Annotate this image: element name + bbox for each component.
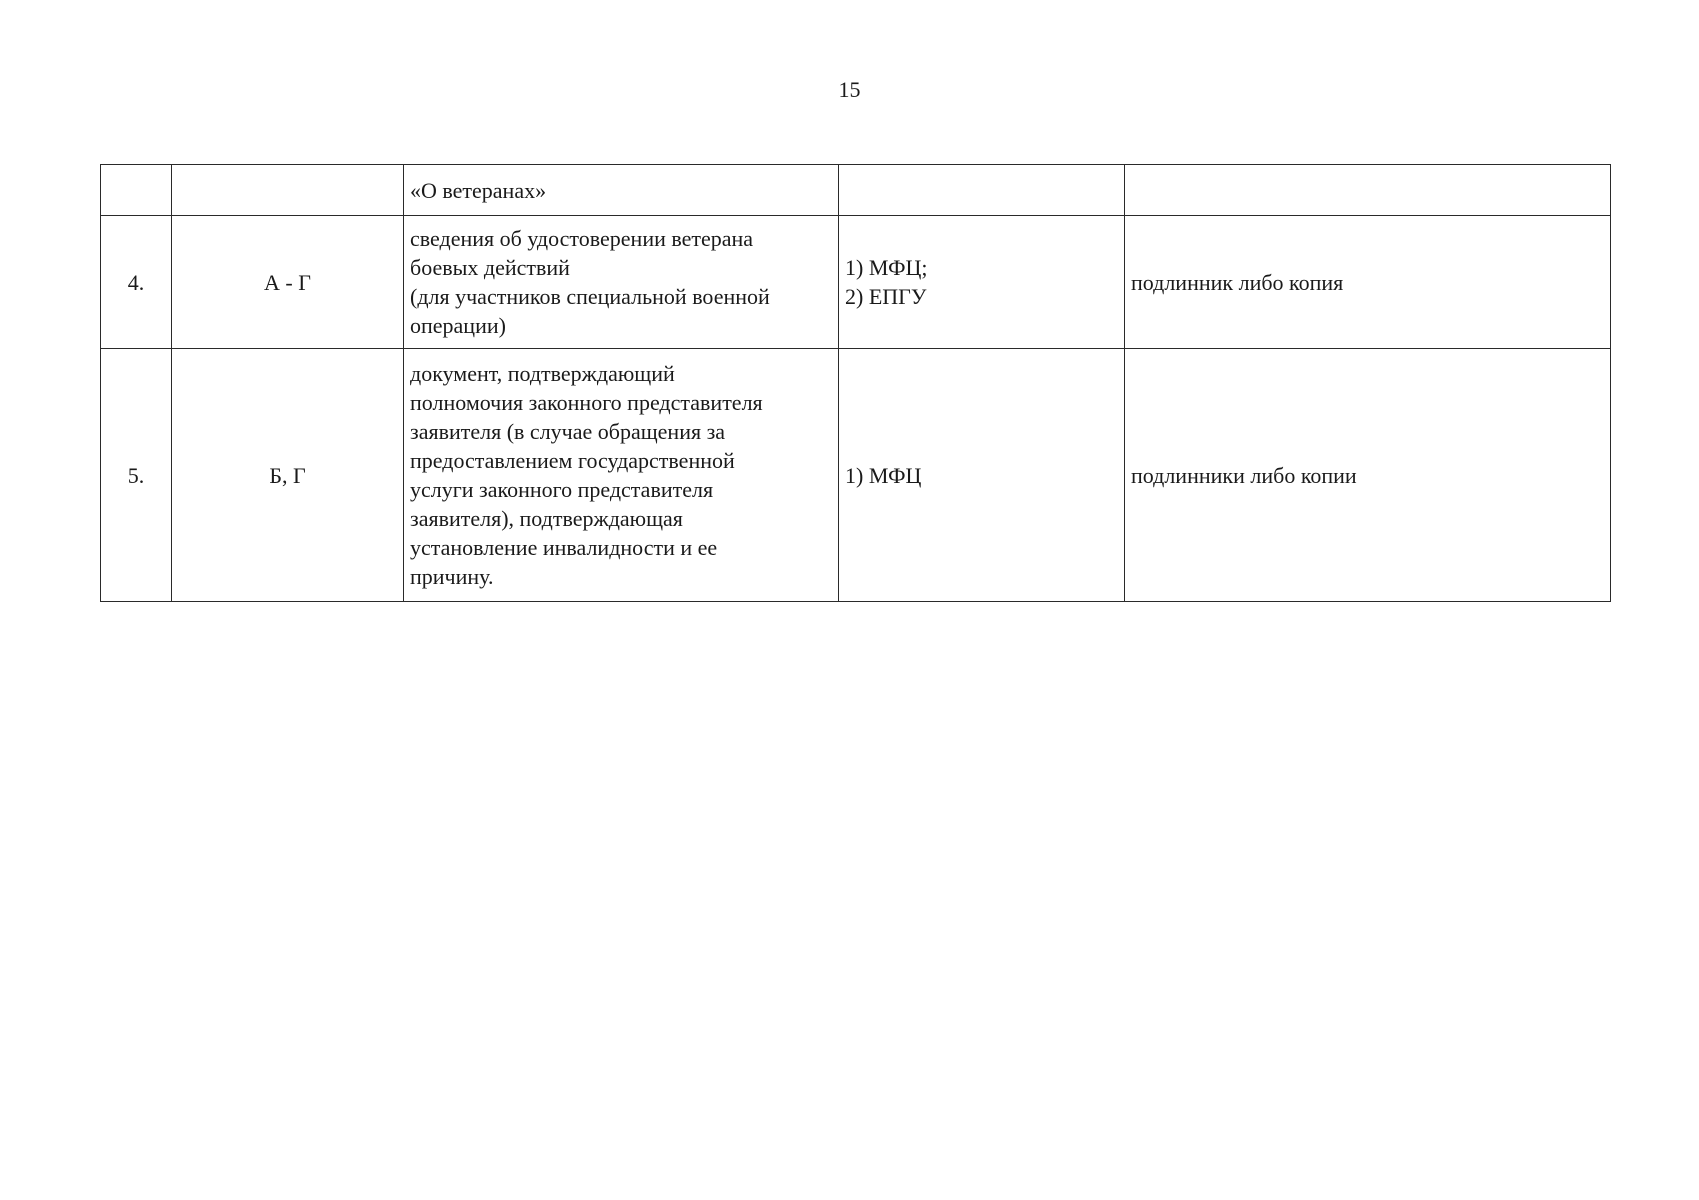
document-line: причину. xyxy=(410,564,494,589)
category-cell: Б, Г xyxy=(172,349,404,602)
form-cell: подлинник либо копия xyxy=(1125,216,1611,349)
row-number-cell: 5. xyxy=(101,349,172,602)
category-cell: А - Г xyxy=(172,216,404,349)
table-row xyxy=(101,165,1611,216)
document-cell xyxy=(404,349,839,602)
document-line: «О ветеранах» xyxy=(410,177,547,203)
document-cell xyxy=(404,216,839,349)
document-line: боевых действий xyxy=(410,255,570,280)
document-line: сведения об удостоверении ветерана xyxy=(410,226,754,251)
document-line: заявителя (в случае обращения за xyxy=(410,419,726,444)
page-number: 15 xyxy=(838,77,861,102)
document-line: операции) xyxy=(410,313,506,338)
source-line: 2) ЕПГУ xyxy=(845,284,927,309)
source-line: 1) МФЦ xyxy=(845,462,922,488)
row-number-cell xyxy=(101,165,172,216)
document-line: услуги законного представителя xyxy=(410,477,714,502)
category-cell xyxy=(172,165,404,216)
document-line: установление инвалидности и ее xyxy=(410,535,718,560)
document-line: предоставлением государственной xyxy=(410,448,735,473)
table-row xyxy=(101,216,1611,349)
document-line: заявителя), подтверждающая xyxy=(410,506,683,531)
document-line: (для участников специальной военной xyxy=(410,284,770,309)
row-number-cell: 4. xyxy=(101,216,172,349)
source-cell xyxy=(839,349,1125,602)
source-cell xyxy=(839,165,1125,216)
form-cell: подлинники либо копии xyxy=(1125,349,1611,602)
document-cell xyxy=(404,165,839,216)
form-cell xyxy=(1125,165,1611,216)
table-row xyxy=(101,349,1611,602)
documents-table xyxy=(100,164,1611,602)
document-line: полномочия законного представителя xyxy=(410,390,763,415)
document-line: документ, подтверждающий xyxy=(410,361,675,386)
source-line: 1) МФЦ; xyxy=(845,255,928,280)
source-cell xyxy=(839,216,1125,349)
